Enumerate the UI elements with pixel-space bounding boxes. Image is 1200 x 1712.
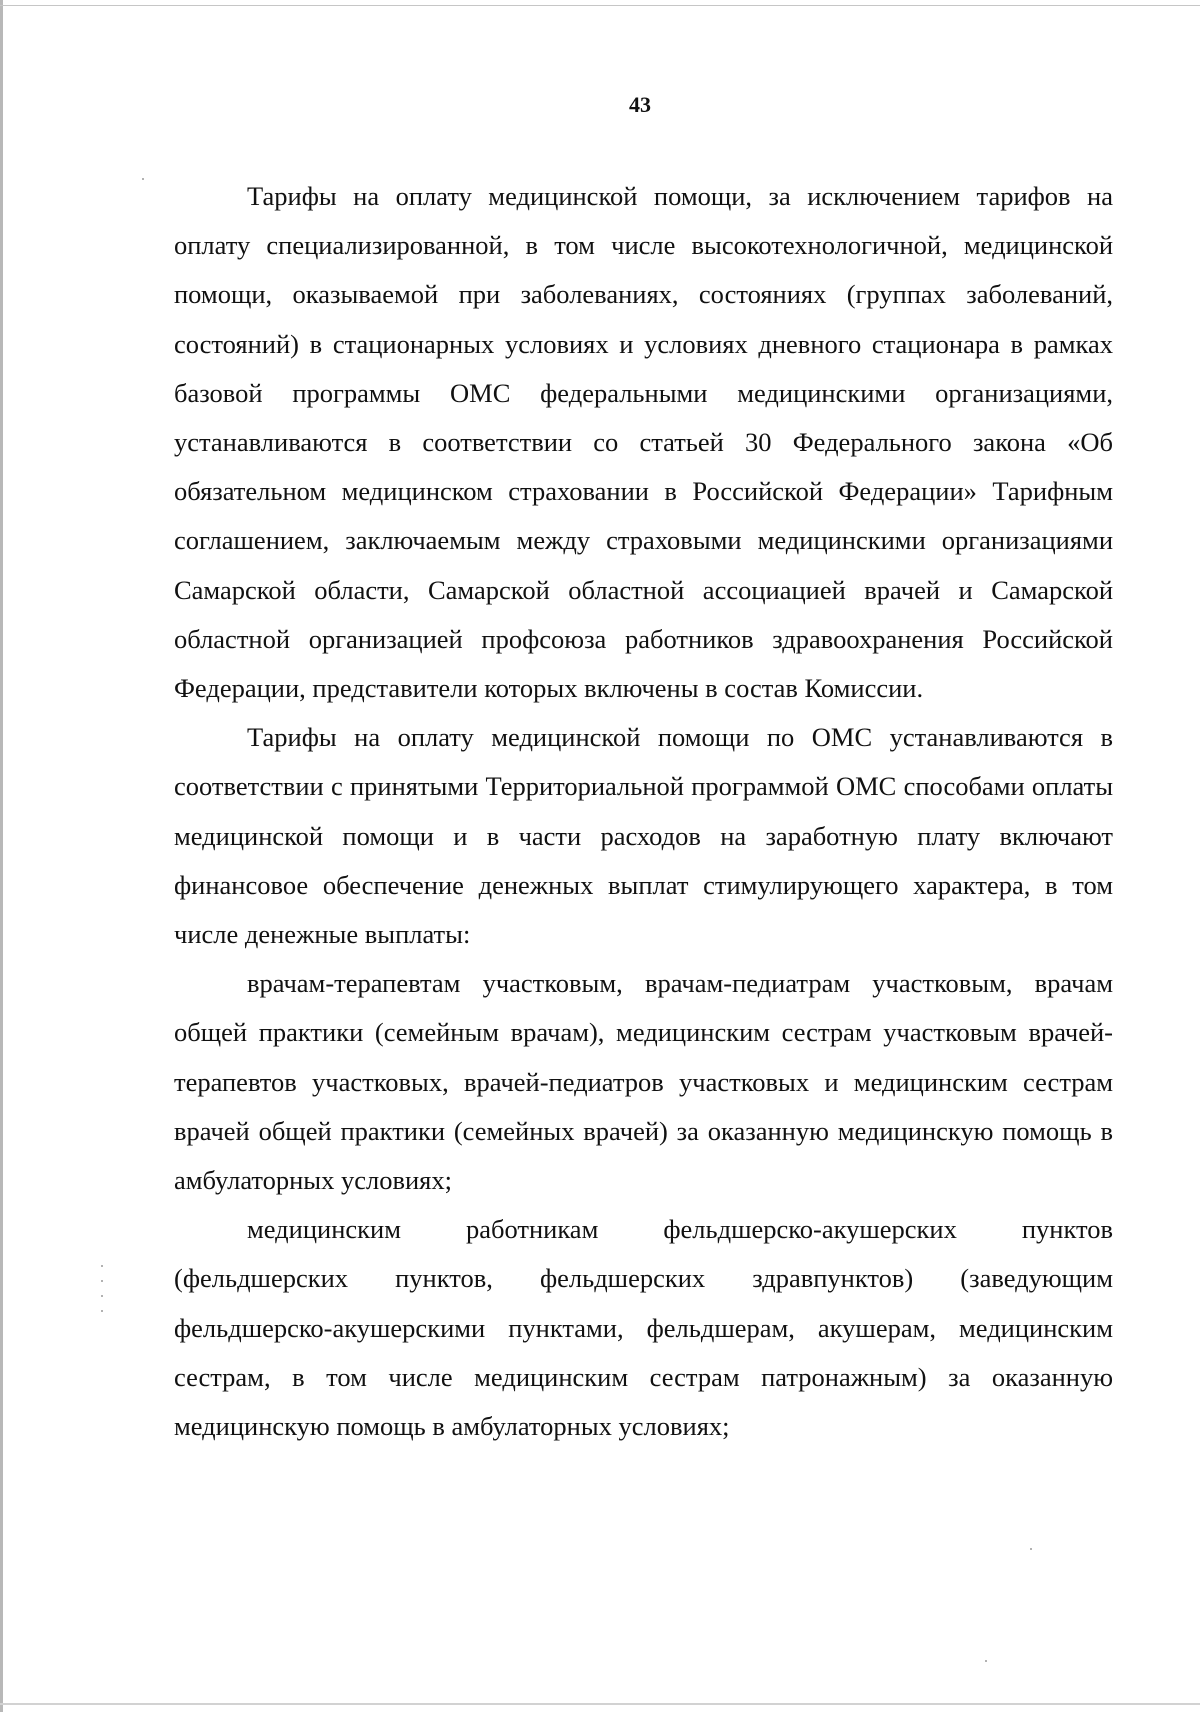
document-body xyxy=(174,172,1113,1451)
paragraph: Тарифы на оплату медицинской помощи, за исключением тарифов на оплату специализированной, в том числе высокотехнологичной, медицинской помощи, оказываемой при заболеваниях, состояниях (группах заболеваний, состояний) в стационарных условиях и условиях дневного стационара в рамках базовой программы ОМС федеральными медицинскими организациями, устанавливаются в соответствии со статьей 30 Федерального закона «Об обязательном медицинском страховании в Российской Федерации» Тарифным соглашением, заключаемым между страховыми медицинскими организациями Самарской области, Самарской областной ассоциацией врачей и Самарской областной организацией профсоюза работников здравоохранения Российской Федерации, представители которых включены в состав Комиссии. xyxy=(174,181,1113,704)
scan-speck xyxy=(142,178,144,180)
page-number: 43 xyxy=(629,92,651,117)
scan-speck xyxy=(101,1280,103,1282)
scan-bottom-edge xyxy=(0,1703,1200,1705)
scan-speck xyxy=(101,1310,103,1312)
paragraph: медицинским работникам фельдшерско-акушерских пунктов (фельдшерских пунктов, фельдшерских здравпунктов) (заведующим фельдшерско-акушерскими пунктами, фельдшерам, акушерам, медицинским сестрам, в том числе медицинским сестрам патронажным) за оказанную медицинскую помощь в амбулаторных условиях; xyxy=(174,1214,1113,1442)
scan-speck xyxy=(101,1295,103,1297)
paragraph: врачам-терапевтам участковым, врачам-педиатрам участковым, врачам общей практики (семейным врачам), медицинским сестрам участковым врачей-терапевтов участковых, врачей-педиатров участковых и медицинским сестрам врачей общей практики (семейных врачей) за оказанную медицинскую помощь в амбулаторных условиях; xyxy=(174,968,1113,1196)
scan-speck xyxy=(985,1660,987,1662)
scan-left-edge xyxy=(0,0,3,1712)
scan-top-edge xyxy=(0,5,1200,6)
scan-speck xyxy=(1030,1548,1032,1550)
scan-speck xyxy=(101,1265,103,1267)
paragraph: Тарифы на оплату медицинской помощи по ОМС устанавливаются в соответствии с принятыми Территориальной программой ОМС способами оплаты медицинской помощи и в части расходов на заработную плату включают финансовое обеспечение денежных выплат стимулирующего характера, в том числе денежные выплаты: xyxy=(174,722,1113,950)
